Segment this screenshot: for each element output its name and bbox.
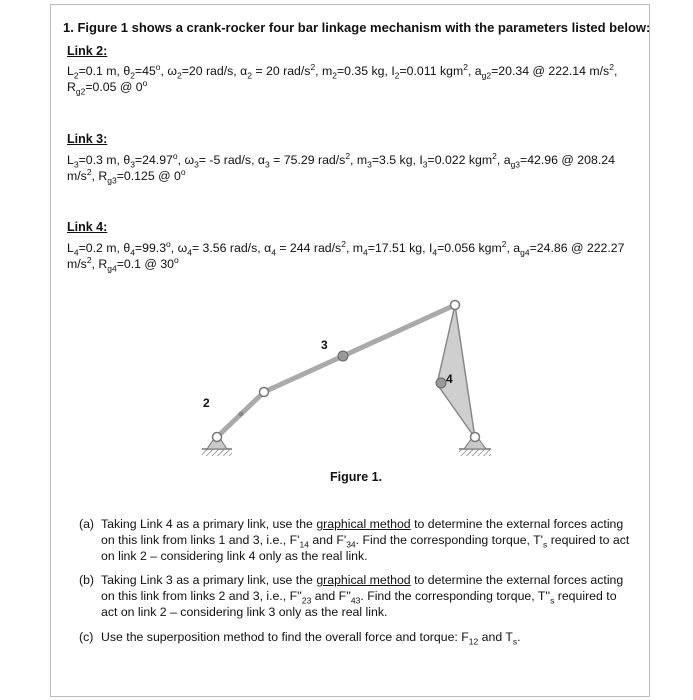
part-c — [79, 629, 635, 645]
part-a — [79, 516, 635, 564]
link4-rocker — [437, 305, 475, 438]
link4-heading: Link 4: — [67, 220, 108, 234]
part-b — [79, 572, 635, 620]
question-title: 1. Figure 1 shows a crank-rocker four bar linkage mechanism with the parameters listed below: — [63, 20, 651, 35]
link2-params — [67, 63, 637, 95]
part-c-text: Use the superposition method to find the overall force and torque: $F_{12}$ and $T_s$. — [101, 630, 521, 647]
link2-params-line1: $L_2=0.1$ m, $\theta_2=45^o$, $\omega_2=20$ rad/s, $\alpha_2 = 20$ rad/$s^2$, $m_2=0.35$ kg, $I_2=0.011$ kgm$^2$, $a_{g2}=20.34$ @ 222.14 $m/s^2$, — [67, 61, 618, 81]
part-c-label: (c) — [79, 630, 94, 644]
link3-coupler — [264, 305, 455, 392]
link3-params-line2: $m/s^2$, $R_{g3}=0.125$ @ 0$^o$ — [67, 166, 186, 186]
joint-o4 — [471, 433, 480, 442]
label-link2: 2 — [203, 396, 210, 410]
joint-b — [451, 301, 460, 310]
part-b-label: (b) — [79, 573, 95, 587]
label-link4: 4 — [446, 372, 453, 386]
cg-link4 — [436, 378, 446, 388]
link3-heading: Link 3: — [67, 132, 108, 146]
link4-params-line1: $L_4=0.2$ m, $\theta_4=99.3^o$, $\omega_4= 3.56$ rad/s, $\alpha_4 = 244$ rad/$s^2$, $m_4=17.51$ kg, $I_4=0.056$ kgm$^2$, $a_{g4}=24.86$ @ 222.27 — [67, 238, 625, 258]
part-b-text: Taking Link 3 as a primary link, use the graphical method to determine the external forces acting on this link from links 2 and 3, i.e., $F''_{23}$ and $F''_{43}$. Find the corresponding torque, $T''_s$ required to act on link 2 – considering link 3 only as the real link. — [101, 573, 624, 619]
joint-o2 — [213, 433, 222, 442]
cg-link3 — [338, 351, 348, 361]
link4-params — [67, 240, 637, 272]
part-a-text: Taking Link 4 as a primary link, use the graphical method to determine the external forces acting on this link from links 1 and 3, i.e., $F'_{14}$ and $F'_{34}$. Find the corresponding torque, $T'_s$ required to act on link 2 – considering link 4 only as the real link. — [101, 517, 630, 563]
link2-params-line2: $R_{g2}=0.05$ @ 0$^o$ — [67, 77, 148, 97]
cg-link2 — [239, 412, 244, 417]
link4-params-line2: $m/s^2$, $R_{g4}=0.1$ @ 30$^o$ — [67, 254, 179, 274]
figure-caption: Figure 1. — [330, 470, 383, 484]
part-a-label: (a) — [79, 517, 95, 531]
label-link3: 3 — [321, 338, 328, 352]
link2-heading: Link 2: — [67, 44, 108, 58]
linkage-figure — [190, 296, 510, 466]
link3-params-line1: $L_3=0.3$ m, $\theta_3=24.97^o$, $\omega_3= -5$ rad/s, $\alpha_3 = 75.29$ rad/$s^2$, $m_3=3.5$ kg, $I_3=0.022$ kgm$^2$, $a_{g3}=42.96$ @ 208.24 — [67, 150, 615, 170]
joint-a — [260, 388, 269, 397]
link3-params — [67, 152, 637, 184]
